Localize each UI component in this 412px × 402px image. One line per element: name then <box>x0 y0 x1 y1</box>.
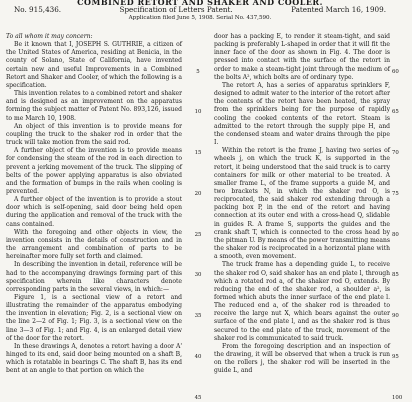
paragraph: Figure 1, is a sectional view of a retort and illustrating the remainder of the apparatus embodying the invention in elevation; Fig. 2, is a sectional view on the line 2—2 of Fig. 1; Fig. 3, is a sectional view on the line 3—3 of Fig. 1; and Fig. 4, is an enlarged detail view of the door for the retort. <box>6 294 182 342</box>
line-number: 10 <box>194 109 202 116</box>
patent-number-line <box>0 3 400 14</box>
line-number: 40 <box>194 353 202 360</box>
line-number: 30 <box>194 272 202 279</box>
right-line-numbers <box>392 33 412 400</box>
line-number: 20 <box>194 190 202 197</box>
line-number: 95 <box>392 353 399 360</box>
middle-line-numbers <box>188 33 208 400</box>
line-number: 65 <box>392 109 399 116</box>
right-text-column <box>214 33 390 376</box>
line-number: 75 <box>392 190 399 197</box>
paragraph: The retort A, has a series of apparatus sprinklers F, designed to admit water to the interior of the retort after the contents of the retort have been heated, the spray from the sprinklers being for the purpose of rapidly cooling the cooked contents of the retort. Steam is admitted to the retort through the supply pipe H, and the condensed steam and water drains through the pipe I. <box>214 81 390 147</box>
patent-header <box>0 0 400 21</box>
line-number: 60 <box>392 68 399 75</box>
line-number: 90 <box>392 313 399 320</box>
paragraph: From the foregoing description and an inspection of the drawing, it will be observed that when a truck is run on the rollers j, the shaker rod will be inserted in the guide L, and <box>214 342 390 375</box>
page-title: COMBINED RETORT AND SHAKER AND COOLER. <box>77 0 323 7</box>
paragraph: In these drawings A, denotes a retort having a door A' hinged to its end, said door being mounted on a shaft B, which is rotatable in bearings C. The shaft B, has its end bent at an angle to that portion on which the <box>6 342 182 375</box>
line-number: 85 <box>392 272 399 279</box>
paragraph: Within the retort is the frame J, having two series of wheels j, on which the truck K, is supported in the retort, it being understood that the said truck is to carry containers for milk or other material to be treated. A smaller frame L, of the frame supports a guide M, and two brackets N, in which the shaker rod O, is reciprocated, the said shaker rod extending through a packing box P, in the end of the retort and having connection at its outer end with a cross-head Q, slidable in guides R. A frame S, supports the guides and the crank shaft T, which is connected to the cross head by the pitman U. By means of the power transmitting means the shaker rod is reciprocated in a horizontal plane with a smooth, even movement. <box>214 147 390 261</box>
specification-label: Specification of Letters Patent. <box>119 5 233 14</box>
patented-date: Patented March 16, 1909. <box>291 5 386 14</box>
paragraph: A further object of the invention is to provide means for condensing the steam of the rod in each direction to prevent a jerking movement of the truck. The slipping of belts of the power applying apparatus is also obviated and the formation of bumps in the rails when cooling is prevented. <box>6 147 182 195</box>
line-number: 80 <box>392 231 399 238</box>
paragraph: To all whom it may concern: <box>6 33 93 40</box>
paragraph: Be it known that I, JOSEPH S. GUTHRIE, a citizen of the United States of America, residing at Benicia, in the county of Solano, State of California, have invented certain new and useful Improvements in a Combined Retort and Shaker and Cooler, of which the following is a specification. <box>6 41 182 89</box>
paragraph: door has a packing E, to render it steam-tight, and said packing is preferably L-shaped in order that it will fit the inner face of the door as shown in Fig. 4. The door is pressed into contact with the surface of the retort in order to make a steam-tight joint through the medium of the bolts A², which bolts are of ordinary type. <box>214 33 390 81</box>
line-number: 45 <box>194 394 202 401</box>
line-number: 35 <box>194 313 202 320</box>
line-number: 100 <box>392 394 403 401</box>
line-number: 15 <box>194 150 202 157</box>
line-number: 70 <box>392 150 399 157</box>
line-number: 25 <box>194 231 202 238</box>
paragraph: With the foregoing and other objects in view, the invention consists in the details of construction and in the arrangement and combination of parts to be hereinafter more fully set forth and claimed. <box>6 228 182 261</box>
left-text-column <box>6 33 182 376</box>
paragraph: In describing the invention in detail, reference will be had to the accompanying drawings forming part of this specification wherein like characters denote corresponding parts in the several views, in which:— <box>6 261 182 293</box>
paragraph: A further object of the invention is to provide a stout door which is self-opening, said door being held open during the application and removal of the truck with the cans contained. <box>6 196 182 228</box>
paragraph: This invention relates to a combined retort and shaker and is designed as an improvement on the apparatus forming the subject matter of Patent No. 893,126, issued to me March 10, 1908. <box>6 90 182 122</box>
paragraph: An object of this invention is to provide means for coupling the truck to the shaker rod in order that the truck will take motion from the said rod. <box>6 122 182 147</box>
application-line: Application filed June 5, 1908. Serial No. 437,590. <box>128 15 272 21</box>
paragraph: The truck frame has a depending guide L, to receive the shaker rod O, said shaker has an end plate l, through which a rotated rod a, of the shaker rod O, extends. By reducing the end of the shaker rod, a shoulder a², is formed which abuts the inner surface of the end plate l. The reduced end a, of the shaker rod is threaded to receive the large nut X, which bears against the outer surface of the end plate l, and as the shaker rod is thus secured to the end plate of the truck, movement of the shaker rod is communicated to said truck. <box>214 261 390 342</box>
patent-number: No. 915,436. <box>14 5 62 14</box>
line-number: 5 <box>196 68 200 75</box>
